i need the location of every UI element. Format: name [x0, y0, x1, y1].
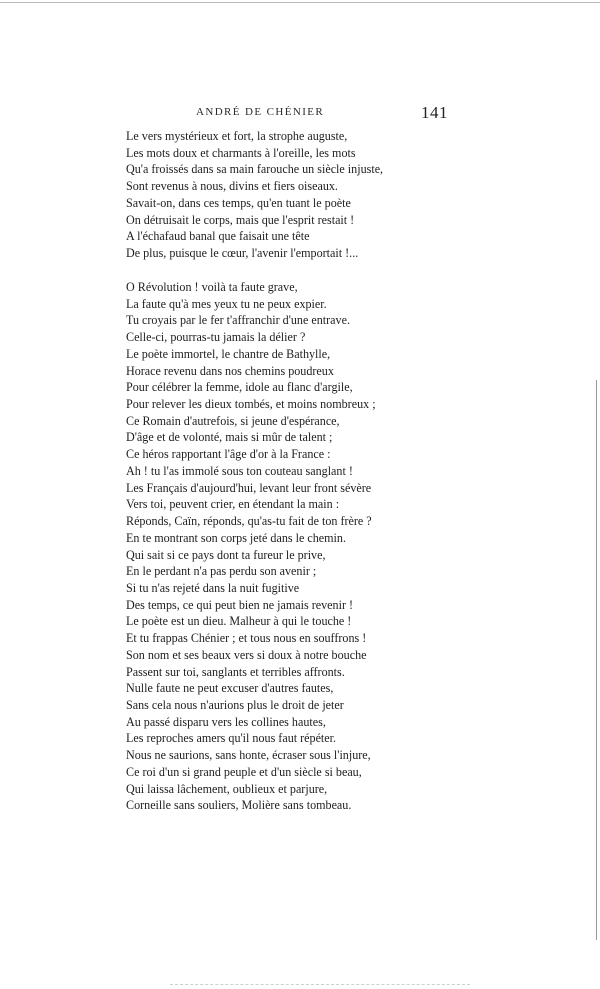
stanza-2 [126, 279, 376, 814]
verse-line: Son nom et ses beaux vers si doux à notre bouche [126, 647, 367, 662]
verse-line: Qu'a froissés dans sa main farouche un siècle injuste, [126, 162, 384, 177]
verse-line: Ce roi d'un si grand peuple et d'un siècle si beau, [126, 764, 362, 779]
verse-line: Sont revenus à nous, divins et fiers oiseaux. [126, 179, 338, 194]
page-number: 141 [421, 103, 448, 122]
verse-line: Réponds, Caïn, réponds, qu'as-tu fait de ton frère ? [126, 514, 372, 529]
verse-line: En le perdant n'a pas perdu son avenir ; [126, 564, 317, 579]
verse-line: O Révolution ! voilà ta faute grave, [126, 280, 298, 294]
top-edge-rule [0, 2, 600, 3]
verse-line: Si tu n'as rejeté dans la nuit fugitive [126, 580, 300, 595]
verse-line: Celle-ci, pourras-tu jamais la délier ? [126, 330, 306, 345]
verse-line: Corneille sans souliers, Molière sans tombeau. [126, 798, 352, 813]
verse-line: Au passé disparu vers les collines hautes, [126, 714, 326, 729]
verse-line: Le poète immortel, le chantre de Bathylle, [126, 346, 331, 361]
verse-line: Qui laissa lâchement, oublieux et parjure, [126, 781, 328, 796]
verse-line: Qui sait si ce pays dont ta fureur le prive, [126, 547, 326, 562]
verse-line: Ah ! tu l'as immolé sous ton couteau sanglant ! [126, 463, 353, 478]
verse-line: Sans cela nous n'aurions plus le droit de jeter [126, 697, 344, 712]
verse-line: En te montrant son corps jeté dans le chemin. [126, 530, 346, 545]
bottom-edge-rule [170, 984, 470, 985]
verse-line: Le vers mystérieux et fort, la strophe auguste, [126, 129, 348, 143]
verse-line: Et tu frappas Chénier ; et tous nous en souffrons ! [126, 631, 367, 646]
verse-line: Nous ne saurions, sans honte, écraser sous l'injure, [126, 748, 371, 763]
verse-line: Les mots doux et charmants à l'oreille, les mots [126, 145, 356, 160]
verse-line: Nulle faute ne peut excuser d'autres fautes, [126, 681, 334, 696]
verse-line: Des temps, ce qui peut bien ne jamais revenir ! [126, 597, 354, 612]
verse-line: Les Français d'aujourd'hui, levant leur front sévère [126, 480, 372, 495]
verse-line: De plus, puisque le cœur, l'avenir l'emportait !... [126, 246, 359, 261]
verse-line: Ce héros rapportant l'âge d'or à la France : [126, 447, 331, 462]
verse-line: Passent sur toi, sanglants et terribles affronts. [126, 664, 345, 679]
running-head: ANDRÉ DE CHÉNIER [196, 106, 325, 118]
verse-line: Vers toi, peuvent crier, en étendant la main : [126, 497, 340, 512]
stanza-1 [126, 128, 383, 262]
verse-line: D'âge et de volonté, mais si mûr de talent ; [126, 430, 333, 445]
verse-line: A l'échafaud banal que faisait une tête [126, 229, 310, 244]
verse-line: On détruisait le corps, mais que l'esprit restait ! [126, 212, 355, 227]
verse-line: Horace revenu dans nos chemins poudreux [126, 363, 334, 378]
page-edge-line [596, 380, 597, 940]
verse-line: Pour célébrer la femme, idole au flanc d'argile, [126, 380, 353, 395]
verse-line: Le poète est un dieu. Malheur à qui le touche ! [126, 614, 352, 629]
verse-line: Pour relever les dieux tombés, et moins nombreux ; [126, 397, 376, 412]
verse-line: Ce Romain d'autrefois, si jeune d'espérance, [126, 413, 340, 428]
verse-line: Savait-on, dans ces temps, qu'en tuant le poète [126, 195, 351, 210]
verse-line: Les reproches amers qu'il nous faut répéter. [126, 731, 337, 746]
verse-line: Tu croyais par le fer t'affranchir d'une entrave. [126, 313, 350, 328]
verse-line: La faute qu'à mes yeux tu ne peux expier. [126, 296, 327, 311]
